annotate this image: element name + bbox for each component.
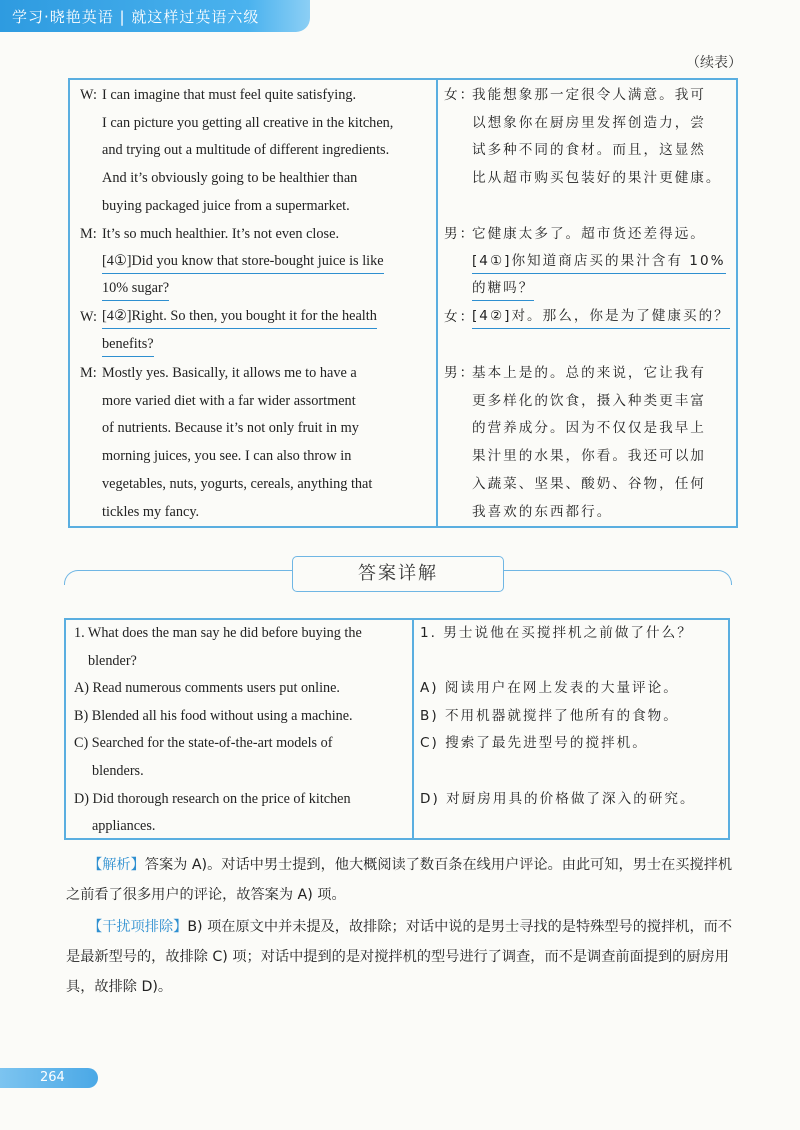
line: 试多种不同的食材。而且，这显然 <box>472 142 706 159</box>
line: I can imagine that must feel quite satisfying. <box>102 87 357 103</box>
speaker-label: M: <box>80 226 97 242</box>
line: 更多样化的饮食，摄入种类更丰富 <box>472 392 706 409</box>
section-title: 答案详解 <box>292 556 504 592</box>
table-divider <box>412 620 414 838</box>
line: 我能想象那一定很令人满意。我可 <box>472 87 706 103</box>
option-b-zh: B) 不用机器就搅拌了他所有的食物。 <box>420 707 679 724</box>
speaker-label: 女： <box>444 87 476 103</box>
line: buying packaged juice from a supermarket. <box>102 197 350 214</box>
table-divider <box>436 80 438 526</box>
line: I can picture you getting all creative in the kitchen, <box>102 114 394 131</box>
option-a-en: A) Read numerous comments users put online. <box>74 680 340 697</box>
highlight-line: [4②]Right. So then, you bought it for the health <box>102 304 377 329</box>
option-d-en: D) Did thorough research on the price of kitchen <box>74 790 351 807</box>
dialogue-table <box>68 78 738 528</box>
line: 比从超市购买包装好的果汁更健康。 <box>472 170 722 187</box>
line: vegetables, nuts, yogurts, cereals, anything that <box>102 475 373 492</box>
line: of nutrients. Because it’s not only fruit in my <box>102 420 359 437</box>
option-a-zh: A) 阅读用户在网上发表的大量评论。 <box>420 680 679 697</box>
distractor-paragraph <box>66 912 736 1002</box>
speaker-label: 男： <box>444 226 476 242</box>
highlight-line: 10% sugar? <box>102 276 169 301</box>
line: tickles my fancy. <box>102 503 200 520</box>
option-d-en-cont: appliances. <box>92 818 156 835</box>
line: 我喜欢的东西都行。 <box>472 503 613 520</box>
highlight-line: [4①]你知道商店买的果汁含有 10% <box>472 249 726 274</box>
line: 果汁里的水果，你看。我还可以加 <box>472 448 706 465</box>
distractor-text: B) 项在原文中并未提及，故排除；对话中说的是男士寻找的是特殊型号的搅拌机，而不是最新型号的，故排除 C) 项；对话中提到的是对搅拌机的型号进行了调查，而不是调查前面提到的厨房用具，故排除 D)。 <box>66 919 733 995</box>
line: morning juices, you see. I can also throw in <box>102 448 352 465</box>
question-zh: 1. 男士说他在买搅拌机之前做了什么？ <box>420 625 693 641</box>
speaker-label: M: <box>80 365 97 381</box>
line: and trying out a multitude of different ingredients. <box>102 142 390 159</box>
option-b-en: B) Blended all his food without using a machine. <box>74 707 353 724</box>
line: It’s so much healthier. It’s not even close. <box>102 226 340 242</box>
answer-table <box>64 618 730 840</box>
speaker-label: W: <box>80 309 97 325</box>
line: 基本上是的。总的来说，它让我有 <box>472 365 706 381</box>
analysis-paragraph <box>66 850 736 910</box>
line: 的营养成分。因为不仅仅是我早上 <box>472 420 706 437</box>
question-en: 1. What does the man say he did before buying the <box>74 625 362 641</box>
option-c-en-cont: blenders. <box>92 763 144 779</box>
line: 它健康太多了。超市货还差得远。 <box>472 226 706 242</box>
speaker-label: 男： <box>444 365 476 381</box>
analysis-tag: 【解析】 <box>88 857 145 873</box>
option-d-zh: D) 对厨房用具的价格做了深入的研究。 <box>420 790 696 807</box>
speaker-label: W: <box>80 87 97 103</box>
question-en-cont: blender? <box>88 652 137 669</box>
highlight-line: [4①]Did you know that store-bought juice is like <box>102 249 384 274</box>
line: And it’s obviously going to be healthier than <box>102 170 358 187</box>
highlight-line: [4②]对。那么，你是为了健康买的？ <box>472 304 730 329</box>
line: more varied diet with a far wider assortment <box>102 392 356 409</box>
line: 以想象你在厨房里发挥创造力，尝 <box>472 114 706 131</box>
header-banner <box>0 0 310 32</box>
page-number: 264 <box>40 1070 65 1085</box>
continued-note: （续表） <box>686 55 742 71</box>
analysis-text: 答案为 A)。对话中男士提到，他大概阅读了数百条在线用户评论。由此可知，男士在买搅拌机之前看了很多用户的评论，故答案为 A) 项。 <box>66 857 733 903</box>
highlight-line: 的糖吗？ <box>472 276 534 301</box>
highlight-line: benefits? <box>102 332 154 357</box>
speaker-label: 女： <box>444 309 476 325</box>
option-c-zh: C) 搜索了最先进型号的搅拌机。 <box>420 735 648 752</box>
distractor-tag: 【干扰项排除】 <box>88 919 188 935</box>
header-title: 学习·晓艳英语 | 就这样过英语六级 <box>12 8 260 26</box>
line: Mostly yes. Basically, it allows me to have a <box>102 365 357 381</box>
line: 入蔬菜、坚果、酸奶、谷物，任何 <box>472 475 706 492</box>
option-c-en: C) Searched for the state-of-the-art models of <box>74 735 333 752</box>
